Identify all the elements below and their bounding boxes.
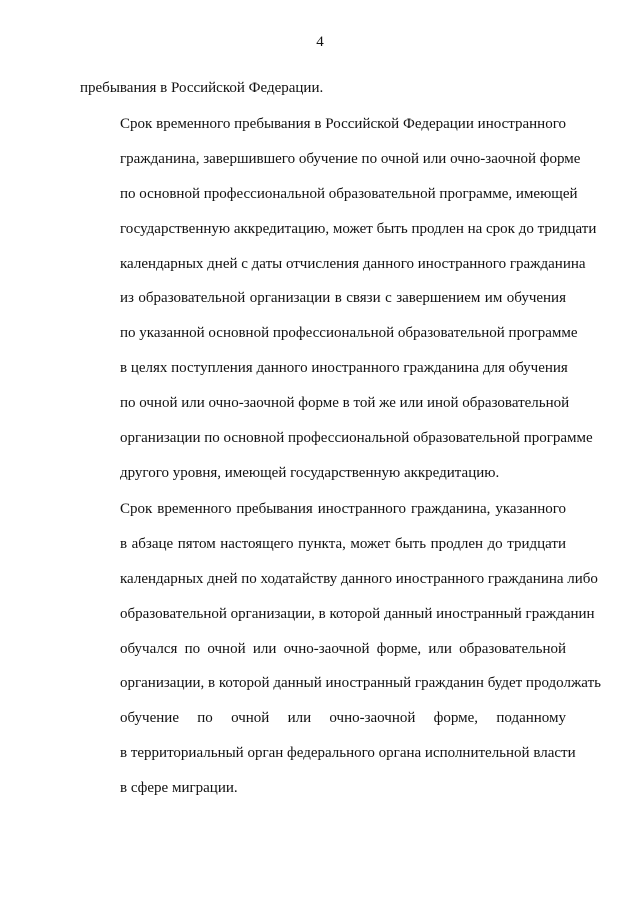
- text-line: по очной или очно-заочной форме в той же или иной образовательной: [120, 395, 570, 412]
- text-line: пребывания в Российской Федерации.: [80, 80, 324, 96]
- page-number: 4: [316, 34, 324, 50]
- text-line: в целях поступления данного иностранного гражданина для обучения: [120, 360, 568, 377]
- text-line: обучался по очной или очно-заочной форме, или образовательной: [120, 640, 566, 657]
- text-line: Срок временного пребывания иностранного гражданина, указанного: [120, 500, 566, 517]
- text-line: другого уровня, имеющей государственную аккредитацию.: [120, 464, 500, 481]
- paragraph-2: [80, 107, 597, 491]
- text-line: государственную аккредитацию, может быть продлен на срок до тридцати: [120, 220, 597, 237]
- text-line: образовательной организации, в которой данный иностранный гражданин: [120, 605, 595, 622]
- text-line: календарных дней по ходатайству данного иностранного гражданина либо: [120, 570, 598, 587]
- body-text: [80, 71, 601, 806]
- paragraph-3: [80, 492, 601, 806]
- text-line: в сфере миграции.: [120, 780, 238, 797]
- text-line: гражданина, завершившего обучение по очной или очно-заочной форме: [120, 150, 581, 167]
- text-line: из образовательной организации в связи с завершением им обучения: [120, 290, 566, 307]
- text-line: обучение по очной или очно-заочной форме, поданному: [120, 710, 566, 727]
- text-line: в территориальный орган федерального органа исполнительной власти: [120, 745, 576, 762]
- text-line: в абзаце пятом настоящего пункта, может быть продлен до тридцати: [120, 535, 566, 552]
- text-line: по указанной основной профессиональной образовательной программе: [120, 325, 578, 342]
- text-line: Срок временного пребывания в Российской Федерации иностранного: [120, 115, 566, 132]
- text-line: календарных дней с даты отчисления данного иностранного гражданина: [120, 255, 586, 272]
- text-line: по основной профессиональной образовательной программе, имеющей: [120, 185, 578, 202]
- paragraph-1: [80, 71, 566, 106]
- text-line: организации по основной профессиональной образовательной программе: [120, 430, 593, 447]
- text-line: организации, в которой данный иностранный гражданин будет продолжать: [120, 675, 601, 692]
